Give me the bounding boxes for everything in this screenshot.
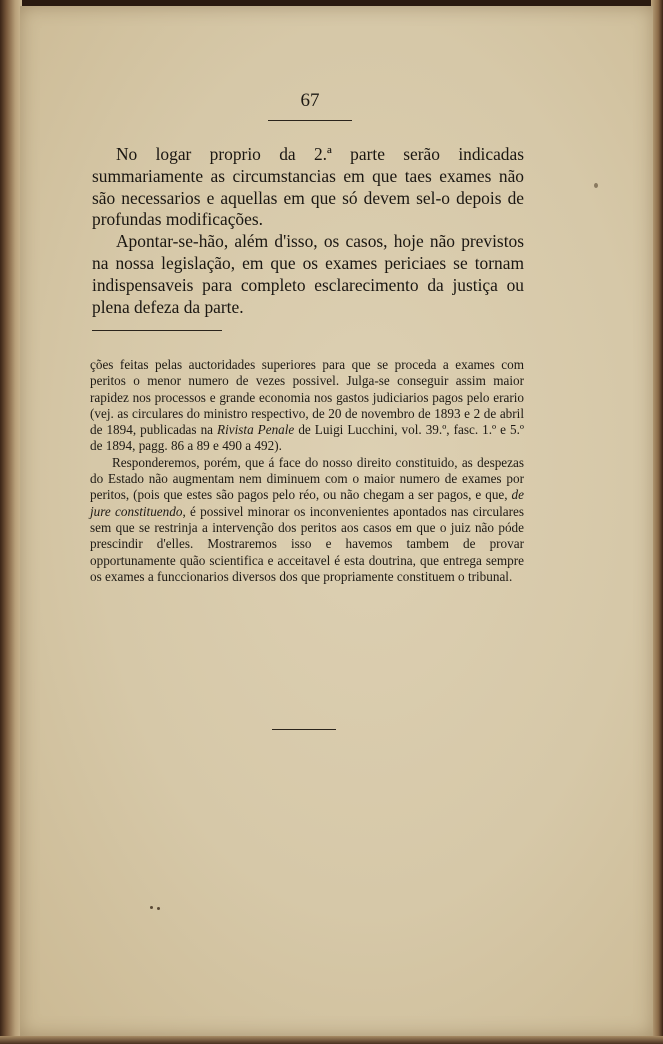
page-bottom-edge (0, 1036, 663, 1044)
page-number-rule (268, 120, 352, 121)
main-text (92, 144, 524, 318)
ink-speck (150, 906, 153, 909)
ink-speck (157, 907, 160, 910)
book-spine-edge (0, 0, 22, 1044)
page-number: 67 (300, 90, 320, 111)
end-rule (272, 729, 336, 730)
paper-spot (594, 183, 598, 188)
footnote-paragraph-1 (90, 357, 524, 455)
main-paragraph-2: Apontar-se-hão, além d'isso, os casos, hoje não previstos na nossa legislação, em que os exames periciaes se tornam indispensaveis para completo esclarecimento da justiça ou plena defeza da parte. (92, 231, 524, 317)
footnote-journal-title: Rivista Penale (217, 422, 295, 438)
footnote-separator-rule (92, 330, 222, 331)
footnote-paragraph-2 (90, 455, 524, 585)
footnote (90, 357, 524, 585)
footnote-text: ções feitas pelas auctoridades superiores para que se proceda a exames com peritos o menor numero de vezes possivel. Julga-se conseguir assim maior rapidez nos processos e grande economia nos gastos judiciarios pagos pelo erario (vej. as circulares do ministro respectivo, de 20 de novembro de 1893 e 2 de abril de 1894, publicadas na (90, 357, 524, 438)
footnote-text: , é possivel minorar os inconvenientes apontados nas circulares sem que se restrinja a intervenção dos peritos aos casos em que o juiz não póde prescindir d'elles. Mostraremos isso e havemos tambem de provar opportunamente quão scientifica e acceitavel é esta doutrina, que entrega sempre os exames a funccionarios diversos dos que propriamente constituem o tribunal. (90, 503, 524, 584)
footnote-text: de Luigi Lucchini, vol. 39.º, fasc. 1.º e 5.º de 1894, pagg. 86 a 89 e 490 a 492). (90, 422, 524, 454)
footnote-latin-phrase: de jure constituendo (90, 487, 524, 519)
footnote-text: Responderemos, porém, que á face do nosso direito constituido, as despezas do Estado não augmentam nem diminuem com o maior numero de exames por peritos, (pois que estes são pagos pelo réo, ou não chegam a ser pagos, e que, (90, 454, 524, 503)
main-paragraph-1: No logar proprio da 2.ª parte serão indicadas summariamente as circumstancias em que taes exames não são necessarios e aquellas em que só devem sel-o depois de profundas modificações. (92, 144, 524, 230)
